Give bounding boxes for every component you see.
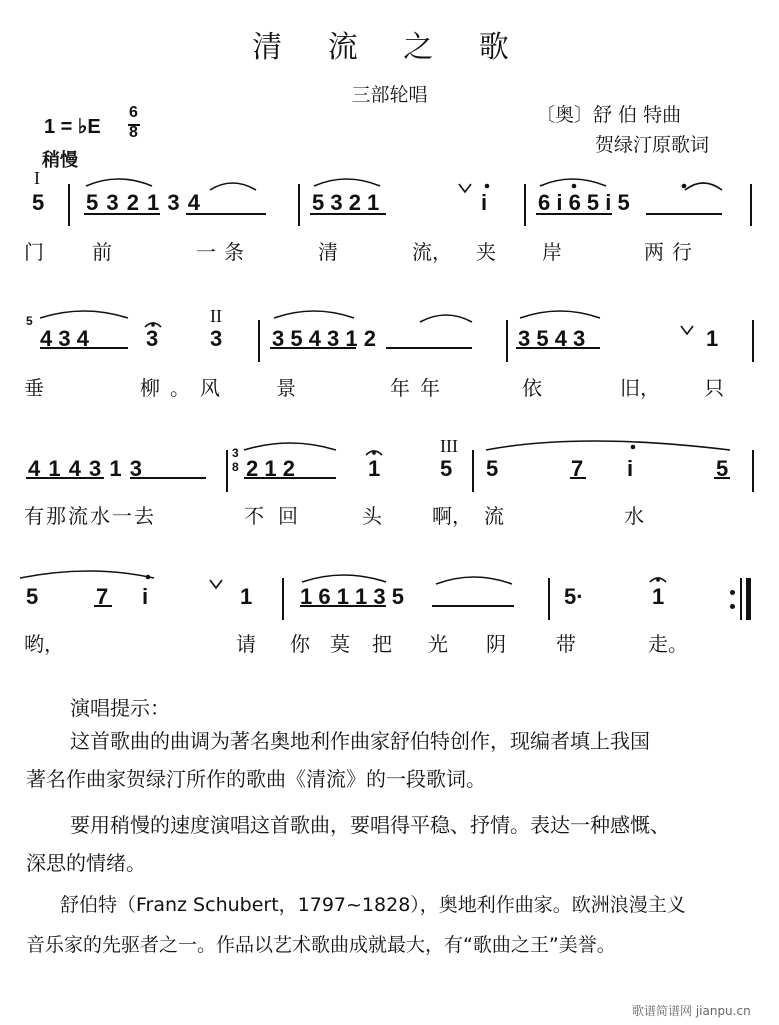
lyric: 清 xyxy=(318,240,338,264)
barline xyxy=(226,450,228,492)
row1-pickup: 5 xyxy=(32,190,45,215)
canon-entry-1: I xyxy=(34,168,40,188)
lyric: 光 xyxy=(428,632,448,656)
row2-measure3-end: 1 xyxy=(706,326,719,351)
lyric: 两行 xyxy=(644,240,700,264)
barline xyxy=(752,450,754,492)
repeat-dot xyxy=(730,590,735,595)
time-change: 3 xyxy=(232,446,239,460)
barline xyxy=(258,320,260,362)
row4-fermata-note: 1 xyxy=(652,584,665,609)
row4-measure3: 5· xyxy=(564,584,584,609)
time-change: 8 xyxy=(232,460,239,474)
row2-measure3: 3 5 4 3 xyxy=(518,326,586,351)
song-subtitle: 三部轮唱 xyxy=(351,84,428,106)
row3-measure2: 2 1 2 xyxy=(246,456,295,481)
tips-heading: 演唱提示： xyxy=(70,696,170,720)
row3-note: 7 xyxy=(571,456,584,481)
lyric: 流， xyxy=(412,240,452,264)
lyric: 夹 xyxy=(476,240,496,264)
lyric: 啊， xyxy=(432,504,472,528)
lyric: 你 xyxy=(290,632,310,656)
barline xyxy=(472,450,474,492)
row3-note: 5 xyxy=(716,456,729,481)
barline xyxy=(548,578,550,620)
barline xyxy=(282,578,284,620)
row4-note-high: i xyxy=(142,584,149,609)
row2-measure2: 3 5 4 3 1 2 xyxy=(272,326,376,351)
lyric: 旧， xyxy=(620,376,660,400)
lyric: 柳。风 xyxy=(140,376,230,400)
row1-measure2: 5 3 2 1 xyxy=(312,190,380,215)
tips-paragraph: 这首歌曲的曲调为著名奥地利作曲家舒伯特创作，现编者填上我国 xyxy=(70,729,650,753)
barline xyxy=(740,578,742,620)
tips-paragraph: 深思的情绪。 xyxy=(26,851,146,875)
lyric: 水 xyxy=(624,504,644,528)
canon-entry-3: III xyxy=(440,436,458,456)
grace-note: 5 xyxy=(26,314,33,328)
lyric: 前 xyxy=(92,240,112,264)
lyric: 年年 xyxy=(390,376,450,400)
tips-paragraph: 著名作曲家贺绿汀所作的歌曲《清流》的一段歌词。 xyxy=(26,767,486,791)
row1-measure2-high: i xyxy=(481,190,488,215)
row3-pickup: 5 xyxy=(440,456,453,481)
row4-measure2: 1 6 1 1 3 5 xyxy=(300,584,404,609)
lyric: 不回 xyxy=(244,504,312,528)
lyric: 莫 xyxy=(330,632,350,656)
lyric: 请 xyxy=(236,632,256,656)
row1-measure3: 6 i 6 5 i 5 xyxy=(538,190,630,215)
time-signature-bottom: 8 xyxy=(129,124,138,141)
row4-note: 1 xyxy=(240,584,253,609)
lyric: 依 xyxy=(522,376,542,400)
tips-paragraph: 舒伯特（Franz Schubert，1797~1828），奥地利作曲家。欧洲浪漫主义 xyxy=(60,894,686,916)
tips-paragraph: 音乐家的先驱者之一。作品以艺术歌曲成就最大，有“歌曲之王”美誉。 xyxy=(26,934,616,956)
lyric: 头 xyxy=(362,504,382,528)
lyric: 岸 xyxy=(542,240,562,264)
tempo-marking: 稍慢 xyxy=(42,150,78,171)
row3-measure1: 4 1 4 3 1 3 xyxy=(28,456,142,481)
lyric: 只 xyxy=(704,376,724,400)
barline xyxy=(506,320,508,362)
canon-entry-2: II xyxy=(210,306,222,326)
composer-credit: 〔奥〕舒 伯 特曲 xyxy=(536,104,682,126)
site-watermark: 歌谱简谱网 jianpu.cn xyxy=(632,1004,751,1018)
lyric: 门 xyxy=(24,240,44,264)
final-barline xyxy=(746,578,751,620)
row1-measure1: 5 3 2 1 3 4 xyxy=(86,190,200,215)
row2-measure1-fermata-note: 3 xyxy=(146,326,159,351)
key-signature: 1 = ♭E xyxy=(44,116,101,138)
row3-note: 5 xyxy=(486,456,499,481)
lyric: 景 xyxy=(276,376,296,400)
row4-note: 5 xyxy=(26,584,39,609)
lyric: 走。 xyxy=(648,632,688,656)
lyric: 流 xyxy=(484,504,504,528)
lyric: 垂 xyxy=(24,376,44,400)
row3-measure2-fermata-note: 1 xyxy=(368,456,381,481)
repeat-dot xyxy=(730,604,735,609)
row4-note: 7 xyxy=(96,584,109,609)
lyricist-credit: 贺绿汀原歌词 xyxy=(595,134,710,156)
barline xyxy=(524,184,526,226)
barline xyxy=(298,184,300,226)
lyric: 一条 xyxy=(196,240,252,264)
time-signature-top: 6 xyxy=(129,104,138,121)
barline xyxy=(752,320,754,362)
tips-paragraph: 要用稍慢的速度演唱这首歌曲，要唱得平稳、抒情。表达一种感慨、 xyxy=(70,813,670,837)
lyric: 哟， xyxy=(24,632,64,656)
row2-measure1: 4 3 4 xyxy=(40,326,89,351)
barline xyxy=(68,184,70,226)
song-title: 清 流 之 歌 xyxy=(252,30,527,65)
lyric: 阴 xyxy=(486,632,506,656)
barline xyxy=(750,184,752,226)
lyric: 有那流水一去 xyxy=(24,504,156,528)
lyric: 把 xyxy=(372,632,392,656)
row2-measure1-end: 3 xyxy=(210,326,223,351)
lyric: 带 xyxy=(556,632,576,656)
row3-note-high: i xyxy=(627,456,634,481)
